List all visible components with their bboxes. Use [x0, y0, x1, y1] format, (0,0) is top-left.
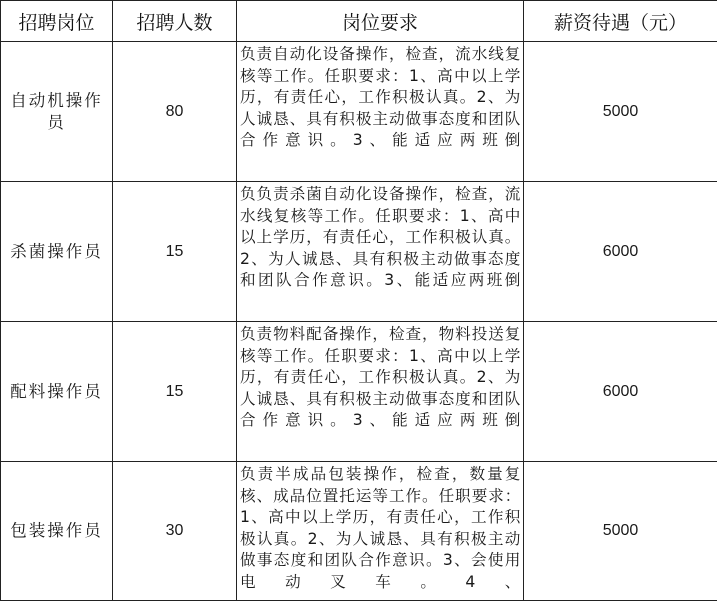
requirement-text: 负负责杀菌自动化设备操作，检查，流水线复核等工作。任职要求：1、高中以上学历，有责任心，工作积极认真。2、为人诚恳、具有积极主动做事态度和团队合作意识。3、能适应两班倒 — [240, 184, 521, 318]
salary-cell: 6000 — [524, 322, 717, 462]
table-row — [1, 462, 717, 601]
salary-cell: 5000 — [524, 462, 717, 601]
header-salary: 薪资待遇（元） — [524, 1, 717, 42]
salary-cell: 6000 — [524, 182, 717, 322]
table-row — [1, 182, 717, 322]
header-row — [1, 1, 717, 42]
requirement-cell — [237, 182, 524, 322]
position-cell: 自动机操作员 — [1, 42, 113, 182]
requirement-cell — [237, 42, 524, 182]
requirement-cell — [237, 322, 524, 462]
table-row — [1, 322, 717, 462]
requirement-text: 负责物料配备操作，检查，物料投送复核等工作。任职要求：1、高中以上学历，有责任心，工作积极认真。2、为人诚恳、具有积极主动做事态度和团队合作意识。3、能适应两班倒 — [240, 324, 521, 458]
requirement-text: 负责自动化设备操作，检查，流水线复核等工作。任职要求：1、高中以上学历，有责任心，工作积极认真。2、为人诚恳、具有积极主动做事态度和团队合作意识。3、能适应两班倒 — [240, 44, 521, 178]
position-cell: 包装操作员 — [1, 462, 113, 601]
count-cell: 15 — [113, 322, 237, 462]
requirement-text: 负责半成品包装操作，检查，数量复核、成品位置托运等工作。任职要求：1、高中以上学历，有责任心，工作积极认真。2、为人诚恳、具有积极主动做事态度和团队合作意识。3、会使用电动叉车。4、 — [240, 464, 521, 598]
header-count: 招聘人数 — [113, 1, 237, 42]
requirement-cell — [237, 462, 524, 601]
count-cell: 30 — [113, 462, 237, 601]
salary-cell: 5000 — [524, 42, 717, 182]
header-position: 招聘岗位 — [1, 1, 113, 42]
table-row — [1, 42, 717, 182]
count-cell: 15 — [113, 182, 237, 322]
header-requirement: 岗位要求 — [237, 1, 524, 42]
position-cell: 配料操作员 — [1, 322, 113, 462]
position-cell: 杀菌操作员 — [1, 182, 113, 322]
count-cell: 80 — [113, 42, 237, 182]
